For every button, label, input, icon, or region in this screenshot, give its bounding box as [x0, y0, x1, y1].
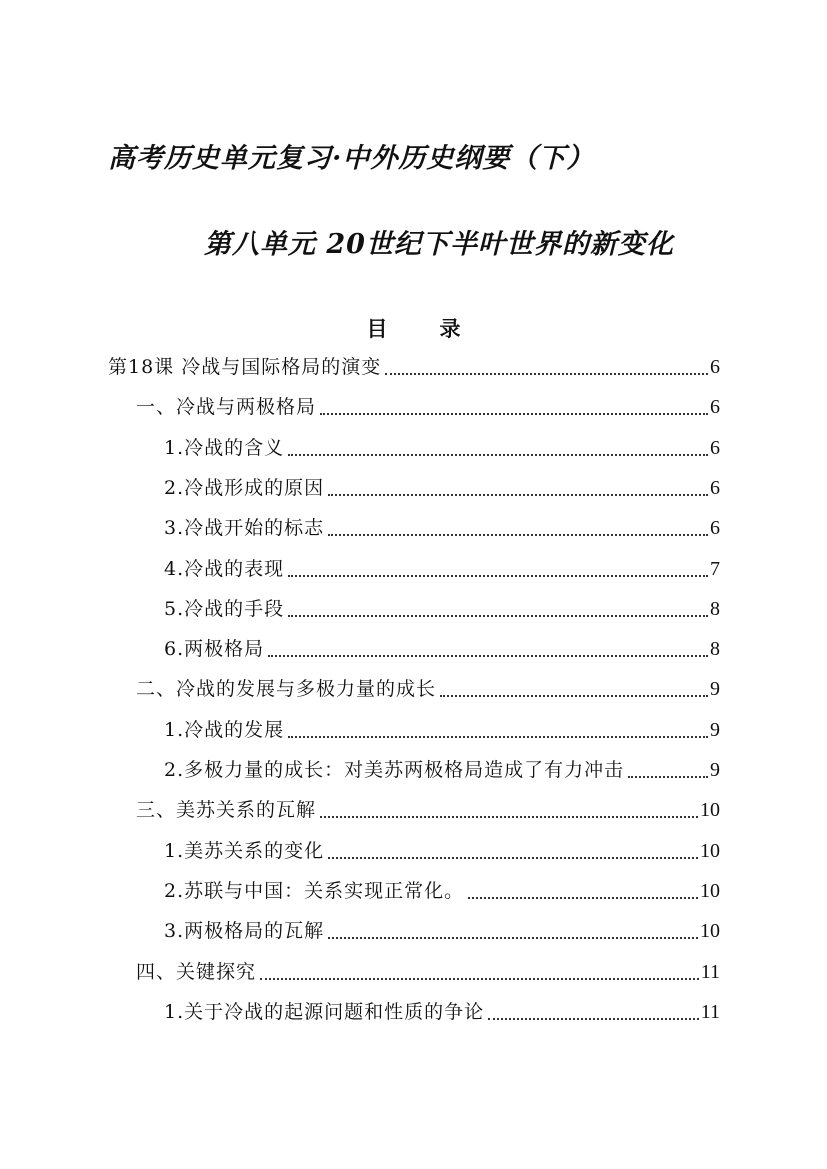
toc-leader-dots	[488, 1017, 699, 1020]
toc-page-number: 6	[710, 396, 720, 418]
toc-leader-dots	[328, 856, 698, 859]
unit-subtitle: 第八单元 20世纪下半叶世界的新变化	[204, 229, 674, 260]
toc-entry[interactable]	[164, 995, 720, 1025]
toc-page-number: 8	[710, 638, 720, 660]
toc-entry[interactable]	[136, 390, 720, 420]
toc-leader-dots	[468, 896, 698, 899]
toc-heading	[0, 313, 827, 343]
toc-page-number: 6	[710, 477, 720, 499]
toc-page-number: 10	[700, 880, 720, 902]
toc-leader-dots	[628, 775, 708, 778]
toc-leader-dots	[320, 412, 708, 415]
toc-leader-dots	[320, 815, 698, 818]
toc-entry-label: 1.冷战的发展	[164, 719, 285, 741]
toc-leader-dots	[288, 453, 708, 456]
toc-leader-dots	[385, 372, 708, 375]
toc-leader-dots	[268, 654, 708, 657]
toc-page-number: 9	[710, 759, 720, 781]
toc-page-number: 7	[710, 558, 720, 580]
toc-page-number: 8	[710, 598, 720, 620]
toc-entry-label: 5.冷战的手段	[164, 598, 285, 620]
toc-entry-label: 3.两极格局的瓦解	[164, 920, 325, 942]
toc-entry[interactable]	[164, 753, 720, 783]
toc-page-number: 6	[710, 437, 720, 459]
toc-entry-label: 第18课 冷战与国际格局的演变	[108, 356, 382, 378]
toc-entry-label: 二、冷战的发展与多极力量的成长	[136, 678, 437, 700]
toc-entry[interactable]	[164, 834, 720, 864]
toc-entry[interactable]	[164, 914, 720, 944]
toc-entry[interactable]	[136, 793, 720, 823]
toc-entry-label: 一、冷战与两极格局	[136, 396, 317, 418]
toc-leader-dots	[328, 493, 708, 496]
toc-page-number: 11	[700, 961, 720, 983]
toc-entry[interactable]	[164, 431, 720, 461]
toc-entry-label: 2.苏联与中国：关系实现正常化。	[164, 880, 465, 902]
toc-entry-label: 1.冷战的含义	[164, 437, 285, 459]
toc-page-number: 10	[700, 799, 720, 821]
toc-page-number: 11	[700, 1001, 720, 1023]
toc-entry-label: 2.冷战形成的原因	[164, 477, 325, 499]
toc-entry[interactable]	[164, 632, 720, 662]
toc-entry-label: 四、关键探究	[136, 961, 257, 983]
toc-entry[interactable]	[164, 471, 720, 501]
toc-page-number: 10	[700, 840, 720, 862]
toc-page-number: 9	[710, 719, 720, 741]
toc-page-number: 6	[710, 517, 720, 539]
document-title: 高考历史单元复习·中外历史纲要（下）	[108, 143, 595, 174]
toc-leader-dots	[288, 735, 708, 738]
toc-entry[interactable]	[164, 592, 720, 622]
toc-page-number: 10	[700, 920, 720, 942]
toc-page-number: 6	[710, 356, 720, 378]
toc-heading-left: 目	[366, 316, 388, 341]
toc-entry[interactable]	[136, 672, 720, 702]
toc-entry-label: 1.关于冷战的起源问题和性质的争论	[164, 1001, 485, 1023]
toc-leader-dots	[260, 977, 699, 980]
toc-entry-label: 三、美苏关系的瓦解	[136, 799, 317, 821]
toc-entry-label: 4.冷战的表现	[164, 558, 285, 580]
toc-page-number: 9	[710, 678, 720, 700]
toc-heading-right: 录	[439, 316, 461, 341]
toc-entry-label: 6.两极格局	[164, 638, 265, 660]
toc-entry[interactable]	[164, 713, 720, 743]
toc-leader-dots	[328, 533, 708, 536]
toc-entry[interactable]	[108, 350, 720, 380]
toc-entry-label: 2.多极力量的成长：对美苏两极格局造成了有力冲击	[164, 759, 625, 781]
toc-entry[interactable]	[164, 511, 720, 541]
toc-entry[interactable]	[164, 874, 720, 904]
toc-entry-label: 3.冷战开始的标志	[164, 517, 325, 539]
toc-entry[interactable]	[136, 955, 720, 985]
toc-entry-label: 1.美苏关系的变化	[164, 840, 325, 862]
toc-leader-dots	[288, 574, 708, 577]
toc-leader-dots	[288, 614, 708, 617]
toc-entry[interactable]	[164, 552, 720, 582]
toc-leader-dots	[328, 936, 698, 939]
toc-leader-dots	[440, 694, 708, 697]
